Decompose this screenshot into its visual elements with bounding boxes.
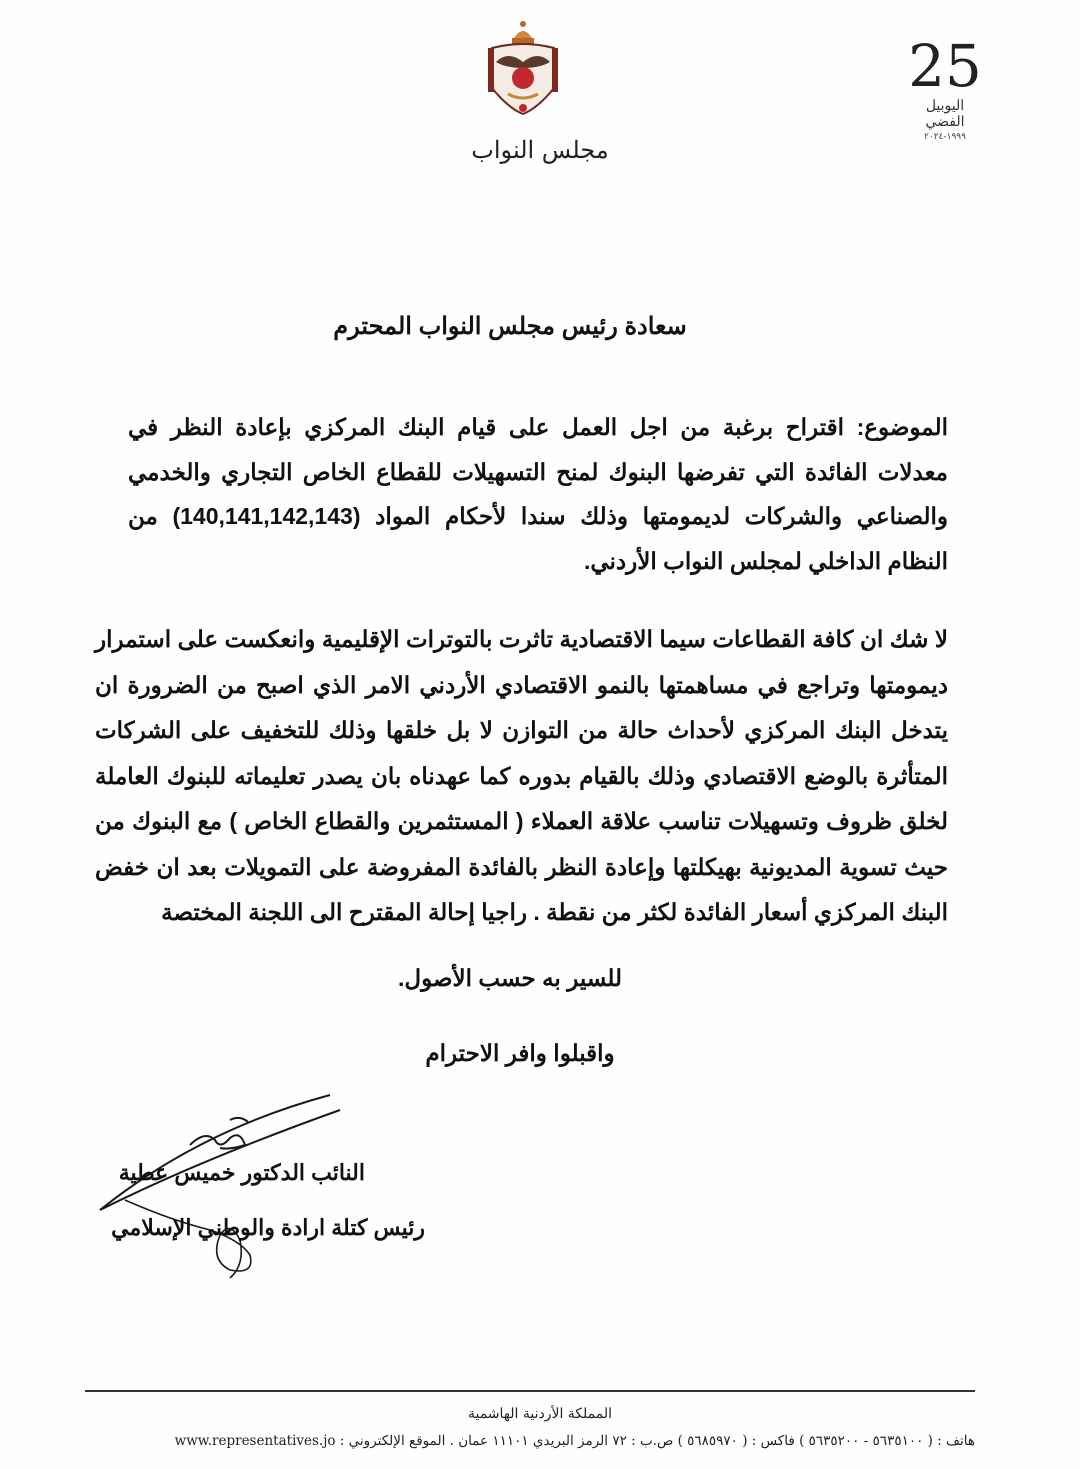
signatory-name: النائب الدكتور خميس عطية [118,1160,365,1185]
jubilee-years: ١٩٩٩-٢٠٢٤ [924,132,966,142]
addressee-line: سعادة رئيس مجلس النواب المحترم [333,313,687,340]
jubilee-label: اليوبيل الفضي [925,98,965,130]
jordan-coat-of-arms-icon [478,18,568,136]
council-name-logotype: مجلس النواب [471,136,609,164]
jubilee-number: 25 [908,32,982,100]
footer-kingdom-name: المملكة الأردنية الهاشمية [467,1406,613,1422]
closing-line: للسير به حسب الأصول. [397,965,622,991]
regards-line: واقبلوا وافر الاحترام [425,1040,615,1066]
subject-paragraph: الموضوع: اقتراح برغبة من اجل العمل على قيام البنك المركزي بإعادة النظر في معدلات الفائدة التي تفرضها البنوك لمنح التسهيلات للقطاع الخاص التجاري والخدمي والصناعي والشركات لديمومتها وذلك سندا لأحكام المواد (140,141,142,143) من النظام الداخلي لمجلس النواب الأردني. [128,414,948,574]
body-paragraph: لا شك ان كافة القطاعات سيما الاقتصادية تاثرت بالتوترات الإقليمية وانعكست على استمرار ديمومتها وتراجع في مساهمتها بالنمو الاقتصادي الأردني الامر الذي اصبح من الضرورة ان يتدخل البنك المركزي لأحداث حالة من التوازن لا بل خلقها وذلك للتخفيف على الشركات المتأثرة بالوضع الاقتصادي وذلك بالقيام بدوره كما عهدناه بان يصدر تعليماته للبنوك العاملة لخلق ظروف وتسهيلات تناسب علاقة العملاء ( المستثمرين والقطاع الخاص ) مع البنوك من حيث تسوية المديونية بهيكلتها وإعادة النظر بالفائدة المفروضة على التمويلات بعد ان خفض البنك المركزي أسعار الفائدة لكثر من نقطة . راجيا إحالة المقترح الى اللجنة المختصة [95,626,948,925]
silver-jubilee-logo [905,32,985,198]
signatory-title: رئيس كتلة ارادة والوطني الإسلامي [111,1215,425,1240]
footer-contact-info: هاتف : ( ٥٦٣٥١٠٠ - ٥٦٣٥٢٠٠ ) فاكس : ( ٥٦٨٥٩٧٠ ) ص.ب : ٧٢ الرمز البريدي ١١١٠١ عمان . الموقع الإلكتروني : www.representatives.jo [174,1433,975,1449]
footer-divider [85,1390,975,1392]
